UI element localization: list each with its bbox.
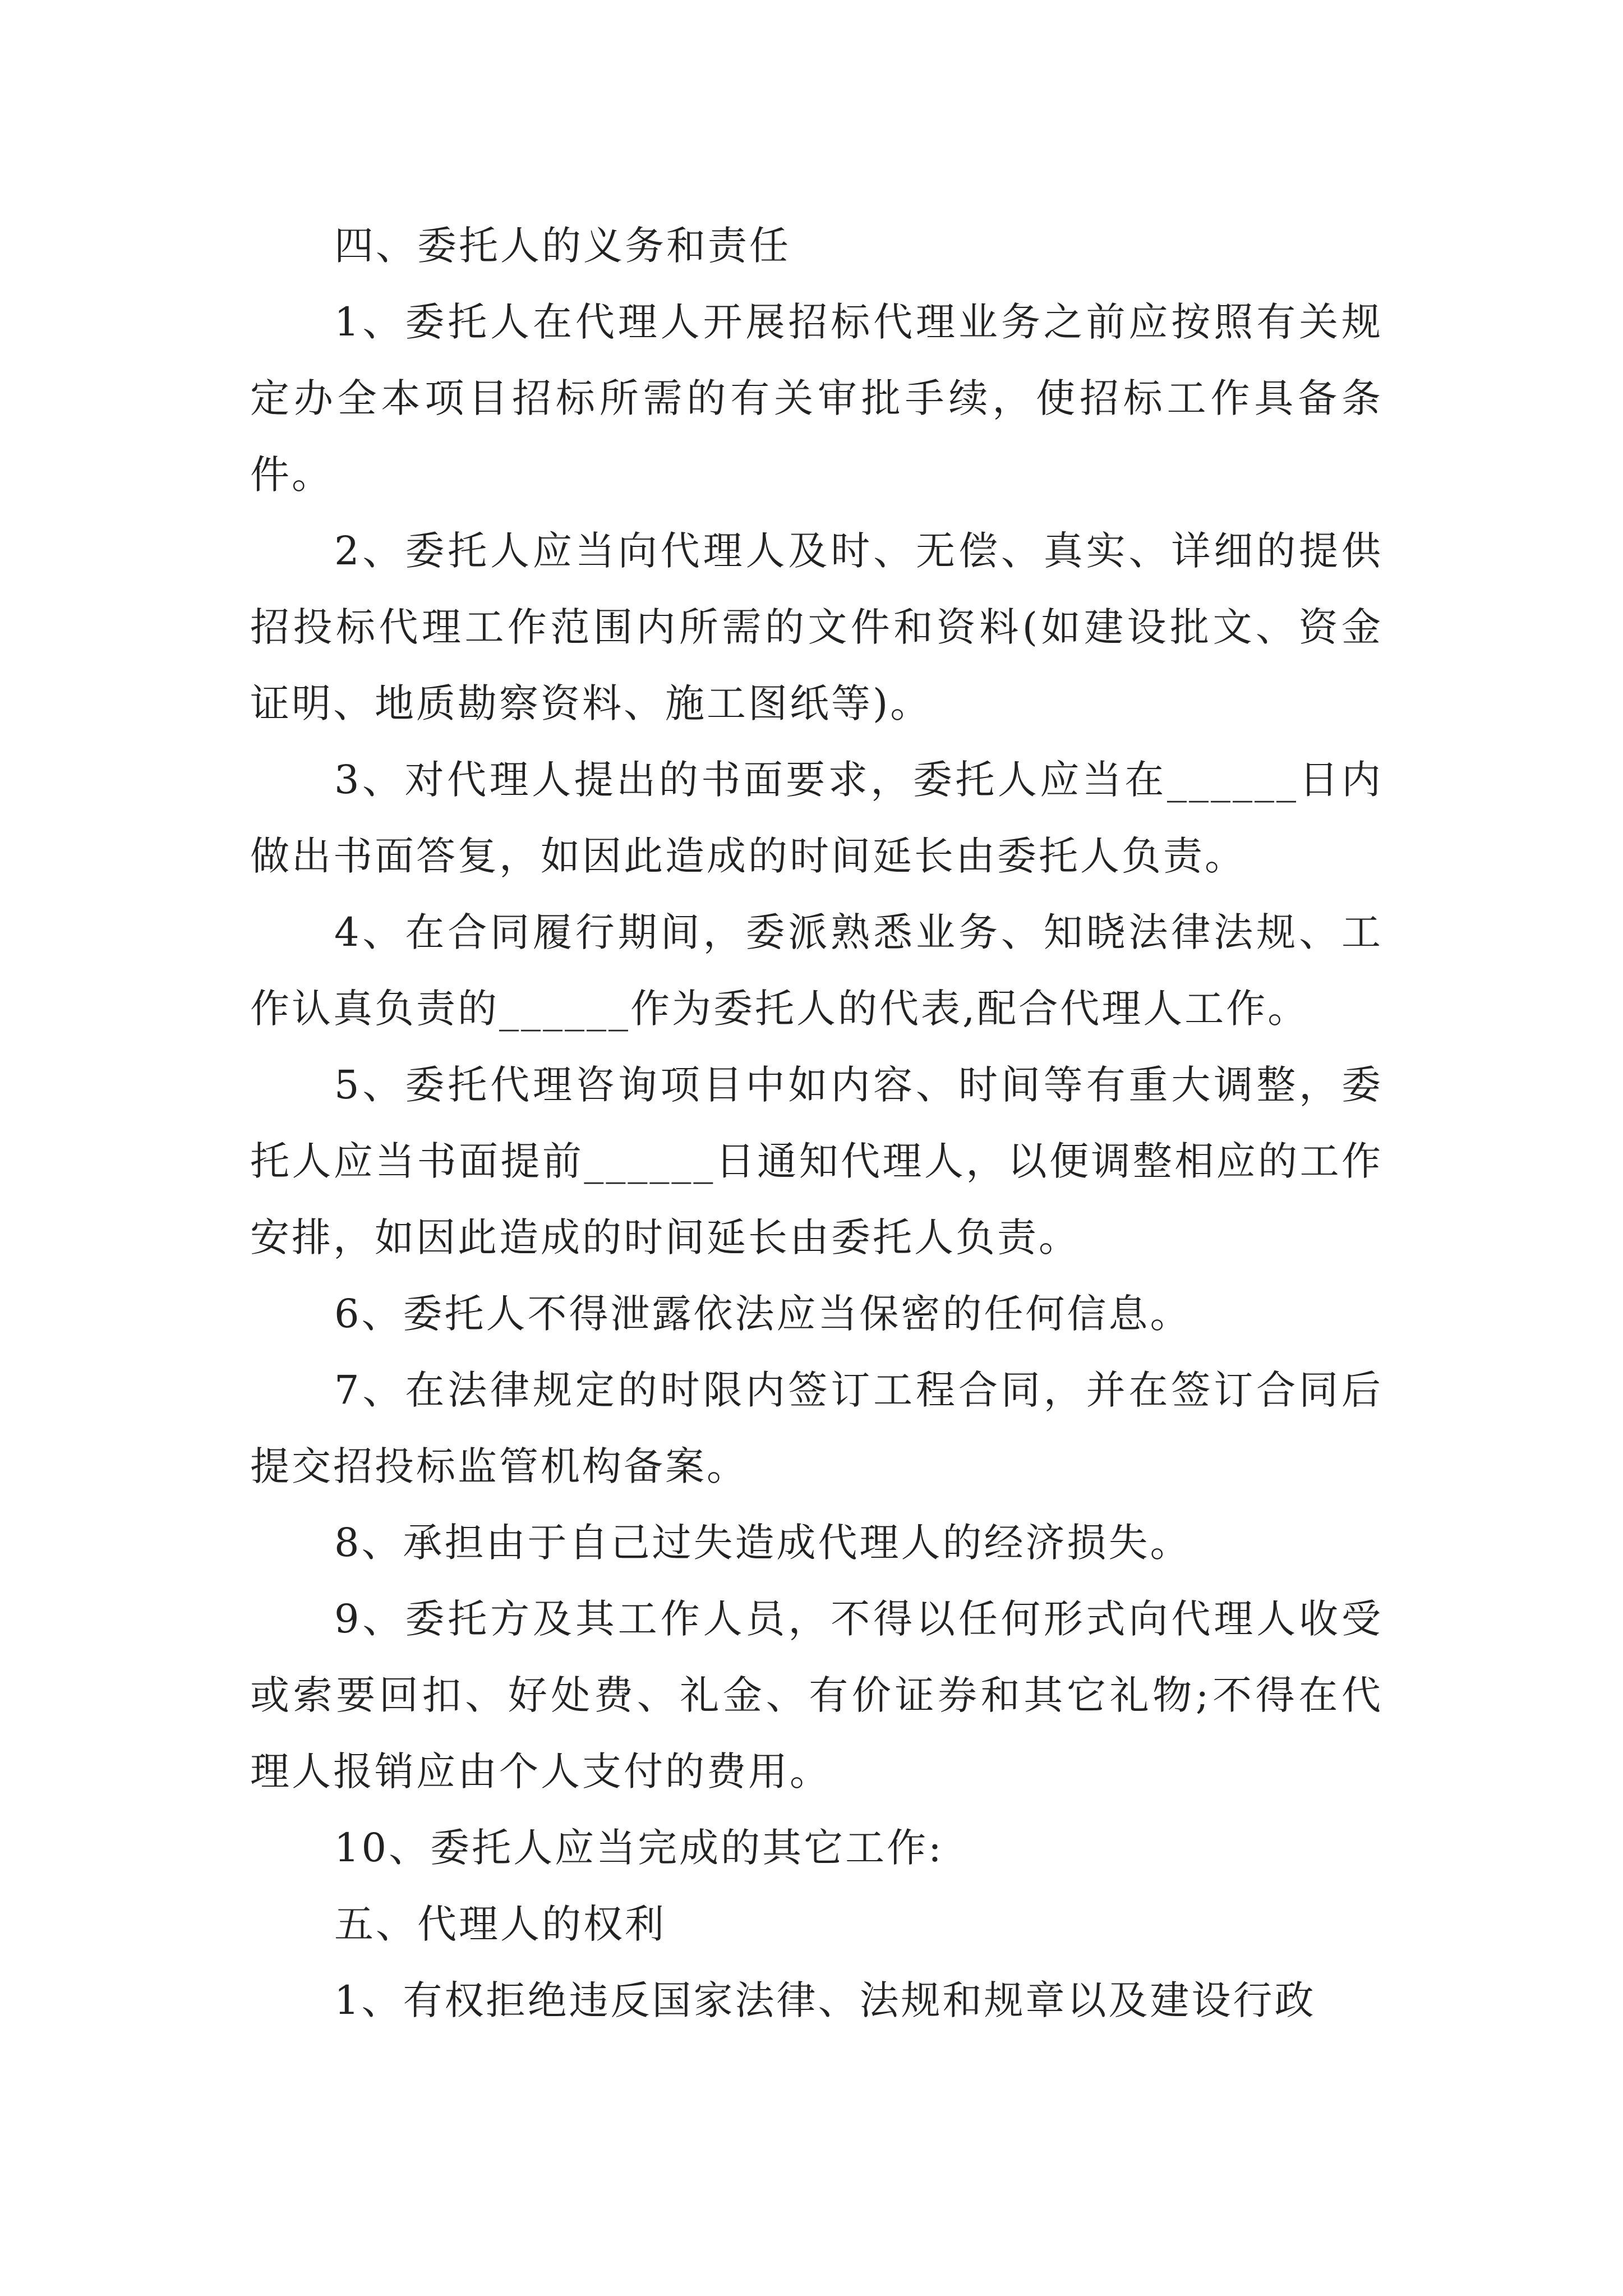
paragraph-item-9: 9、委托方及其工作人员，不得以任何形式向代理人收受或索要回扣、好处费、礼金、有价证券和其它礼物;不得在代理人报销应由个人支付的费用。 [250, 1596, 1383, 1795]
paragraph-item-7: 7、在法律规定的时限内签订工程合同，并在签订合同后提交招投标监管机构备案。 [250, 1367, 1383, 1489]
paragraph-item-10: 10、委托人应当完成的其它工作: [334, 1825, 944, 1871]
paragraph-rights-1: 1、有权拒绝违反国家法律、法规和规章以及建设行政 [334, 1977, 1316, 2023]
paragraph-item-5: 5、委托代理咨询项目中如内容、时间等有重大调整，委托人应当书面提前______日通知代理人，以便调整相应的工作安排，如因此造成的时间延长由委托人负责。 [250, 1062, 1383, 1260]
document-body [250, 208, 1383, 2039]
section-heading-four: 四、委托人的义务和责任 [334, 223, 791, 269]
paragraph-item-6: 6、委托人不得泄露依法应当保密的任何信息。 [334, 1291, 1192, 1337]
paragraph-item-2: 2、委托人应当向代理人及时、无偿、真实、详细的提供招投标代理工作范围内所需的文件和资料(如建设批文、资金证明、地质勘察资料、施工图纸等)。 [250, 528, 1383, 726]
paragraph-item-4: 4、在合同履行期间，委派熟悉业务、知晓法律法规、工作认真负责的______作为委托人的代表,配合代理人工作。 [250, 909, 1383, 1032]
section-heading-five: 五、代理人的权利 [334, 1901, 666, 1947]
paragraph-item-1: 1、委托人在代理人开展招标代理业务之前应按照有关规定办全本项目招标所需的有关审批手续，使招标工作具备条件。 [250, 299, 1383, 498]
paragraph-item-8: 8、承担由于自己过失造成代理人的经济损失。 [334, 1520, 1192, 1566]
paragraph-item-3: 3、对代理人提出的书面要求，委托人应当在______日内做出书面答复，如因此造成的时间延长由委托人负责。 [250, 757, 1383, 879]
